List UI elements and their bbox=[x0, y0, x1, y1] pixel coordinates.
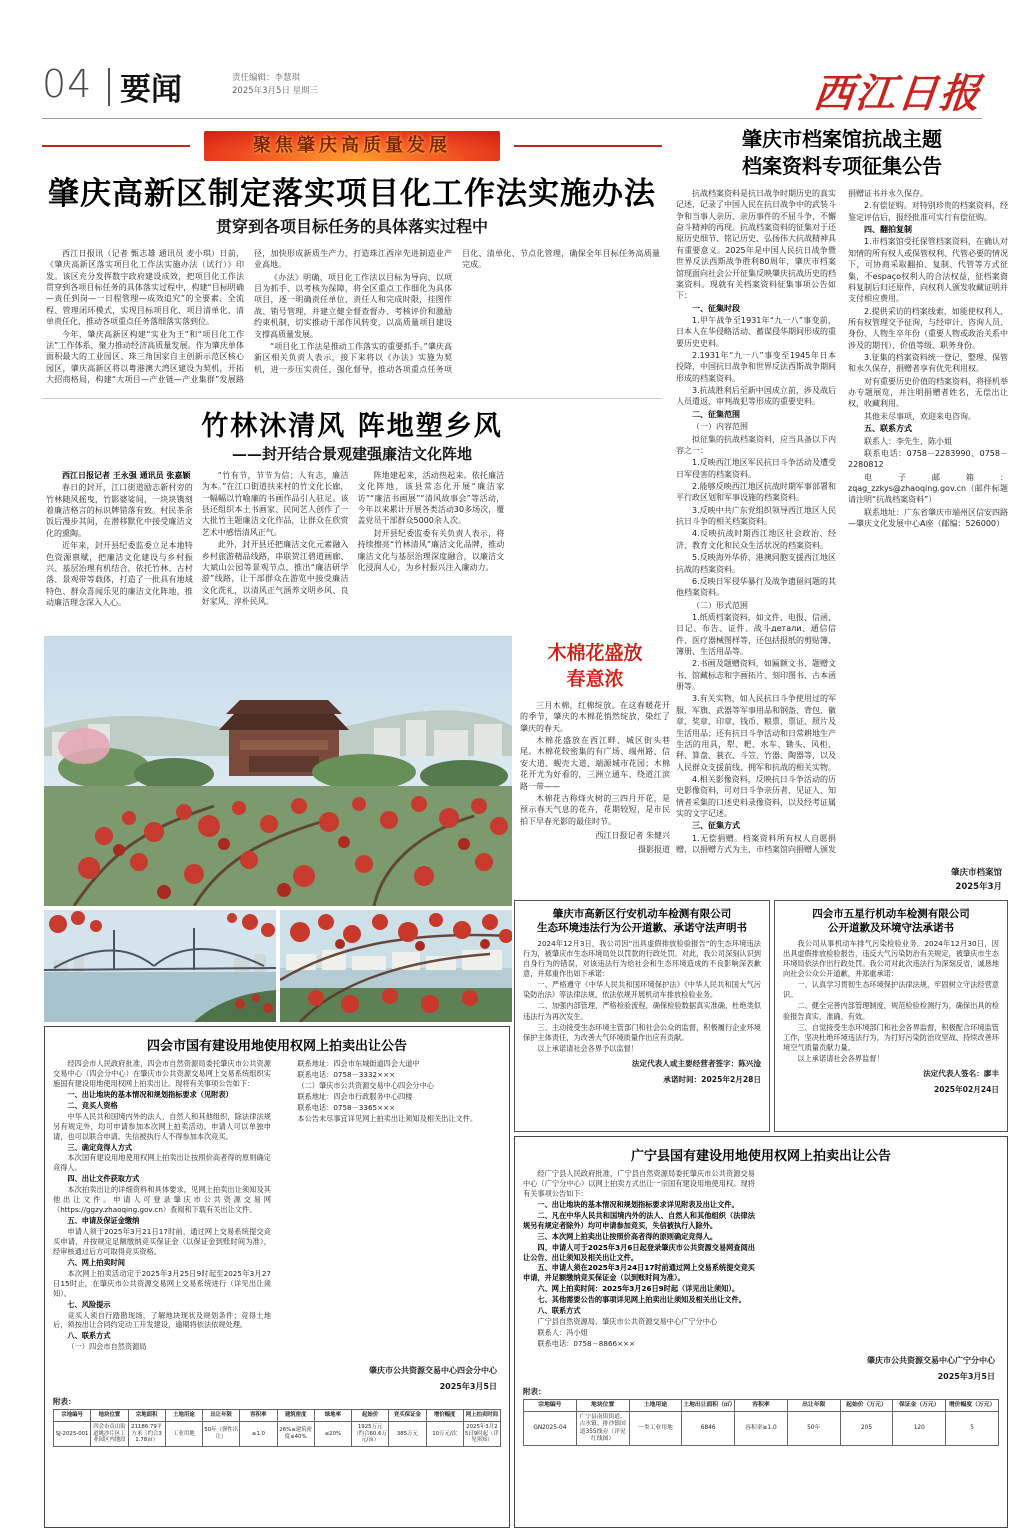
lead-banner: 聚焦肇庆高质量发展 bbox=[204, 131, 500, 161]
guangning-title: 广宁县国有建设用地使用权网上拍卖出让公告 bbox=[630, 1149, 891, 1164]
table-cell: 工业用地 bbox=[165, 1421, 202, 1446]
paragraph: 三、自觉接受生态环境部门和社会各界监督，积极配合环境监管工作，坚决杜绝环境违法行为，为打好污染防治攻坚战、持续改善环境空气质量贡献力量。 bbox=[783, 1022, 999, 1052]
table-header-cell: 宗地编号 bbox=[54, 1410, 91, 1422]
paragraph: 二、凡在中华人民共和国境内外的法人、自然人和其他组织（法律法规另有规定者除外）均可申请参加竞买，失信被执行人除外。 bbox=[523, 1210, 755, 1230]
archive-notice bbox=[676, 126, 1008, 892]
paragraph: （二）肇庆市公共资源交易中心四会分中心 bbox=[297, 1080, 434, 1090]
paragraph: “竹有节，节节为信；人有志，廉洁为本。”在江口街道扶来村的竹文化长廊，一幅幅以竹喻廉的书画作品引人驻足。该县还组织本土书画家、民间艺人创作了一大批竹主题廉洁文化作品，让群众在欣赏艺术中感悟清风正气。 bbox=[201, 471, 349, 537]
photo-kapok-waterfront bbox=[280, 910, 512, 1022]
lead-headline: 肇庆高新区制定落实项目化工作法实施办法 bbox=[48, 176, 656, 212]
table-header-cell: 容积率 bbox=[240, 1410, 277, 1422]
paragraph: 二、健全完善内部管理制度，规范检验检测行为，确保出具的检验报告真实、准确、有效。 bbox=[783, 1001, 999, 1021]
paragraph: 竞买人须自行踏勘现场，了解地块现状及规划条件；竞得土地后，须按出让合同约定动工开发建设，逾期将依法依规处理。 bbox=[53, 1310, 271, 1330]
paragraph: 五、申请及保证金缴纳 bbox=[67, 1216, 140, 1226]
paragraph: 一、认真学习贯彻生态环境保护法律法规，牢固树立守法经营意识。 bbox=[783, 980, 999, 1000]
paragraph: 广宁县自然资源局、肇庆市公共资源交易中心广宁分中心 bbox=[537, 1317, 718, 1327]
article-divider bbox=[42, 398, 662, 399]
paragraph: 2.1931年“九一八”事变至1945年日本投降，中国抗日战争和世界反法西斯战争期间形成的档案资料。 bbox=[676, 351, 836, 383]
paragraph: 春日的封开，江口街道励志新村旁的竹林随风摇曳，竹影婆娑间，一块块镌刻着廉洁格言的标识牌错落有致。村民茶余饭后漫步其间，在潜移默化中接受廉洁文化的熏陶。 bbox=[46, 483, 193, 538]
paragraph: 2.提供采访的档案线索，如能使权利人、所有权管理交予征询，与经审计、咨询人员、身份、人物生卒年份（重要人物或政治关系中涉及的期刊）、价值等级、职务身份。 bbox=[848, 306, 1008, 350]
paragraph: 本次拍卖出让的详细资料和具体要求，见网上拍卖出让须知及其他出让文件。申请人可登录肇庆市公共资源交易网（https://ggzy.zhaoqing.gov.cn）查阅和下载有关出让文件。 bbox=[53, 1185, 271, 1215]
guangning-date: 2025年3月5日 bbox=[937, 1372, 995, 1381]
table-cell: GN2025-04 bbox=[524, 1412, 577, 1446]
table-header-cell: 宗地编号 bbox=[524, 1400, 577, 1412]
table-cell: 385万元 bbox=[389, 1421, 426, 1446]
paragraph: 1.甲午战争至1931年“九一八”事变前，日本人在华侵略活动、蓄谋侵华期间形成的重要历史史料。 bbox=[676, 315, 836, 348]
paragraph: 经广宁县人民政府批准，广宁县自然资源局委托肇庆市公共资源交易中心（广宁分中心）以网上拍卖方式出让一宗国有建设用地使用权。现将有关事项公告如下： bbox=[523, 1169, 755, 1198]
table-header-cell: 起始价（万元） bbox=[840, 1400, 893, 1412]
archive-title-line1: 肇庆市档案馆抗战主题 bbox=[742, 127, 942, 151]
declaration2-sign: 法定代表人签名：廖丰 bbox=[923, 1068, 999, 1078]
paragraph: 今年，肇庆高新区构建“实业为王”和“项目化工作法”工作体系，聚力推动经济高质量发展。作为肇庆单体面积最大的工业园区、珠三角国家自主创新示范区核心园区，肇庆高新区将以粤港澳大湾区建设为契机，开拓大招商格局，构建“大项目—产业链—产业集群”发展路径，加快形成新质生产力，打造珠江西岸先进制造业产业高地。 bbox=[46, 249, 452, 384]
table-header-cell: 网上拍卖时间 bbox=[463, 1410, 500, 1422]
paragraph: 三、确定竞得人方式 bbox=[67, 1142, 133, 1152]
paragraph: 经四会市人民政府批准，四会市自然资源局委托肇庆市公共资源交易中心（四会分中心）在肇庆市公共资源交易网上交易系统组织实施国有建设用地使用权网上拍卖出让。现将有关事项公告如下： bbox=[53, 1059, 271, 1088]
table-header-cell: 容积率 bbox=[735, 1400, 788, 1412]
table-header-cell: 竞买保证金 bbox=[389, 1410, 426, 1422]
table-cell: 2025年3月25日9时起（详见须知） bbox=[463, 1421, 500, 1446]
paragraph: 西江日报记者 王永强 通讯员 张嘉颖 bbox=[62, 471, 191, 480]
paragraph: 六、网上拍卖时间：2025年3月26日9时起（详见出让须知）。 bbox=[537, 1284, 740, 1294]
paragraph: 二、竞买人资格 bbox=[67, 1100, 118, 1110]
paragraph: 四、申请人可于2025年3月6日起登录肇庆市公共资源交易网查阅出让公告、出让须知及相关出让文件。 bbox=[523, 1242, 755, 1262]
declaration2-title-line2: 公开道歉及环境守法承诺书 bbox=[828, 922, 954, 934]
paragraph: 2.有偿征购。对特别珍贵的档案资料，经鉴定评估后，报经批准可实行有偿征购。 bbox=[848, 201, 1008, 222]
paragraph: 此外，封开县还把廉洁文化元素融入乡村旅游精品线路，串联贺江碧道画廊、大斌山公园等景观节点，推出“廉洁研学游”线路，让干部群众在游览中接受廉洁文化洗礼，以清风正气涵养文明乡风、良好家风、淳朴民风。 bbox=[201, 540, 349, 606]
table-cell: 120 bbox=[893, 1412, 946, 1446]
table-cell: 6846 bbox=[682, 1412, 735, 1446]
paragraph: 联系地址：四会市行政服务中心四楼 bbox=[297, 1091, 413, 1101]
paragraph: 三、主动接受生态环境主管部门和社会公众的监督，积极履行企业环境保护主体责任，为改善大气环境质量作出应有贡献。 bbox=[523, 1022, 761, 1042]
paragraph: 四、翻拍复制 bbox=[864, 225, 912, 235]
declaration-wuxinghang bbox=[774, 900, 1008, 1132]
paragraph: 一、征集时段 bbox=[692, 303, 740, 313]
table-header-cell: 出让年限 bbox=[787, 1400, 840, 1412]
paragraph: 八、联系方式 bbox=[67, 1331, 111, 1341]
declaration2-body bbox=[783, 939, 999, 1064]
guangning-lot-table bbox=[523, 1399, 999, 1446]
table-cell: 1925万元（约合60.6万元/亩） bbox=[352, 1421, 389, 1446]
kapok-caption-text bbox=[520, 700, 670, 827]
paragraph: 联系电话：0758－3365××× bbox=[297, 1102, 396, 1112]
table-cell: SJ-2025-001 bbox=[54, 1421, 91, 1446]
declaration2-date: 2025年02月24日 bbox=[933, 1084, 999, 1094]
paragraph: 七、其他需要公告的事项详见网上拍卖出让须知及相关出让文件。 bbox=[537, 1295, 746, 1305]
paragraph: 一、严格遵守《中华人民共和国环境保护法》《中华人民共和国大气污染防治法》等法律法规，依法依规开展机动车排放检验业务。 bbox=[523, 980, 761, 1000]
kapok-title-line2: 春意浓 bbox=[566, 668, 624, 690]
kapok-title bbox=[520, 640, 670, 692]
paragraph: 联系地址：四会市东城街道四会大道中 bbox=[297, 1059, 420, 1068]
sihui-table-header-row bbox=[54, 1410, 501, 1422]
paragraph: 1.反映西江地区军民抗日斗争活动及遭受日军侵害的档案资料。 bbox=[676, 458, 836, 479]
paragraph: 3.抗战胜利后至新中国成立前，涉及战后人员遣返、审判战犯等形成的重要史料。 bbox=[676, 386, 836, 407]
paragraph: 近年来，封开县纪委监委立足本地特色资源禀赋，把廉洁文化建设与乡村振兴、基层治理有机结合，依托竹林、古村落、景观带等载体，打造了一批具有地域特色、群众喜闻乐见的廉洁文化阵地，推动廉洁理念深入人心。 bbox=[46, 541, 193, 607]
guangning-table-data-row bbox=[524, 1412, 999, 1446]
declaration1-body bbox=[523, 939, 761, 1054]
guangning-annex-label: 附表： bbox=[523, 1387, 546, 1396]
paragraph: 联系人：冯小姐 bbox=[537, 1328, 588, 1338]
sihui-signer: 肇庆市公共资源交易中心四会分中心 bbox=[369, 1366, 497, 1375]
paragraph: 联系电话：0758－3332××× bbox=[297, 1069, 396, 1079]
paragraph: 1.无偿捐赠。档案资料所有权人自愿捐赠，以捐赠方式为主，市档案馆向捐赠人颁发捐赠证书并永久保存。 bbox=[676, 189, 928, 855]
table-cell: 21186.79平方米（约合31.78亩） bbox=[128, 1421, 165, 1446]
declaration-xingan bbox=[514, 900, 770, 1132]
table-header-cell: 保证金（万元） bbox=[893, 1400, 946, 1412]
table-header-cell: 增价幅度（万元） bbox=[946, 1400, 999, 1412]
declaration1-date: 承诺时间：2025年2月28日 bbox=[663, 1074, 761, 1084]
photo-bridge-art bbox=[44, 910, 276, 1022]
masthead-logo: 西江日报 bbox=[811, 70, 985, 117]
bamboo-subtitle: ——封开结合景观建强廉洁文化阵地 bbox=[231, 445, 472, 463]
table-cell: 容积率≥1.0 bbox=[735, 1412, 788, 1446]
page-header bbox=[42, 62, 985, 117]
paragraph: 四、出让文件获取方式 bbox=[67, 1174, 140, 1184]
declaration1-title bbox=[523, 907, 761, 935]
paragraph: 2.能够反映西江地区抗战时期军事部署和平行政区划和军事设施的档案资料。 bbox=[676, 481, 836, 503]
header-divider bbox=[108, 68, 110, 106]
paragraph: 3.征集的档案资料统一登记、整理、保管和永久保存，捐赠者享有优先利用权。 bbox=[848, 353, 1008, 374]
declaration1-title-line1: 肇庆市高新区行安机动车检测有限公司 bbox=[552, 908, 732, 920]
auction-notice-sihui bbox=[44, 1026, 510, 1528]
editor-line: 责任编辑：李慧琪 bbox=[232, 73, 301, 83]
paragraph: 本公告未尽事宜详见网上拍卖出让须知及相关出让文件。 bbox=[297, 1113, 478, 1123]
paragraph: 三、本次网上拍卖出让按照价高者得的原则确定竞得人。 bbox=[537, 1231, 718, 1241]
table-cell: 5 bbox=[946, 1412, 999, 1446]
paragraph: 对有重要历史价值的档案资料，将择机举办专题展览，并注明捐赠者姓名，无偿出让权，收藏利用。 bbox=[848, 376, 1008, 409]
paragraph: 中华人民共和国境内外的法人、自然人和其他组织，除法律法规另有规定外，均可申请参加本次网上拍卖活动。申请人可以单独申请，也可以联合申请。失信被执行人不得参加本次竞买。 bbox=[53, 1111, 271, 1141]
paragraph: 电子邮箱：zqag_zzkys@zhaoqing.gov.cn（邮件标题请注明“抗战档案资料”） bbox=[848, 472, 1008, 505]
lead-body bbox=[46, 248, 660, 394]
declaration2-title-line1: 四会市五星行机动车检测有限公司 bbox=[812, 908, 970, 920]
photo-kapok-city bbox=[44, 636, 512, 906]
paragraph: 阵地建起来，活动热起来。依托廉洁文化阵地，该县常态化开展“廉洁家访”“廉洁书画展”“清风故事会”等活动，今年以来累计开展各类活动30多场次，覆盖党员干部群众5000余人次。 bbox=[357, 471, 505, 526]
table-header-cell: 绿地率 bbox=[314, 1410, 351, 1422]
sihui-title: 四会市国有建设用地使用权网上拍卖出让公告 bbox=[146, 1039, 407, 1054]
paragraph: 封开县纪委监委有关负责人表示，将持续擦亮“竹林清风”廉洁文化品牌，推动廉洁文化与基层治理深度融合，以廉洁文化浸润人心，为乡村振兴注入廉动力。 bbox=[357, 528, 505, 572]
paragraph: 抗战档案资料是抗日战争时期历史的真实记述，记录了中国人民在抗日战争中的武装斗争和当事人亲历、亲历事件的不屈斗争、不懈奋斗精神的再现。抗战档案资料的征集对于还原历史细节、铭记历史、弘扬伟大抗战精神具有重要意义。2025年是中国人民抗日战争暨世界反法西斯战争胜利80周年，肇庆市档案馆现面向社会公开征集反映肇庆抗战历史的档案资料。现就有关档案资料征集事项公告如下： bbox=[676, 189, 836, 301]
paragraph: 2024年12月3日，我公司因“出具虚假排放检验报告”的生态环境违法行为，被肇庆市生态环境局处以罚款的行政处罚。对此，我公司深刻认识到自身行为的错误，对该违法行为给社会和生态环境造成的不良影响深表歉意，并郑重作出如下承诺： bbox=[523, 939, 761, 979]
guangning-table-header-row bbox=[524, 1400, 999, 1412]
paragraph: 申请人须于2025年3月21日17时前，通过网上交易系统提交竞买申请，并按规定足额缴纳竞买保证金（以保证金到账时间为准），经审核通过后方可取得竞买资格。 bbox=[53, 1227, 271, 1256]
kapok-credit-line1: 西江日报记者 朱健兴 bbox=[595, 830, 670, 840]
paragraph: 1.市档案馆受托保管档案资料，在确认对知情的所有权人或保管权利、代管必要的情况下，可协商采取翻拍、复制、代管等方式征集，不espaço权利人的合法权益，征档案資料复制后归还原件，向权利人颁发收藏证明并支付相应费用。 bbox=[848, 237, 1008, 304]
paragraph: 二、加强内部管理，严格检验流程，确保检验数据真实准确，杜绝类似违法行为再次发生。 bbox=[523, 1001, 761, 1021]
kapok-credit-line2: 摄影报道 bbox=[638, 844, 670, 854]
paragraph: 5.反映海外华侨、港澳同胞支援西江地区抗战的档案资料。 bbox=[676, 553, 836, 574]
table-cell: ≥1.0 bbox=[240, 1421, 277, 1446]
table-header-cell: 建筑密度 bbox=[277, 1410, 314, 1422]
archive-notice-date: 2025年3月 bbox=[955, 882, 1002, 892]
paragraph: （一）四会市自然资源局 bbox=[67, 1342, 147, 1352]
sihui-annex-label: 附表： bbox=[53, 1397, 76, 1406]
table-header-cell: 增价幅度 bbox=[426, 1410, 463, 1422]
paragraph: 西江日报讯（记者 甄志雄 通讯员 麦小琪）日前，《肇庆高新区落实项目化工作法实施办法（试行）》印发。该区充分发挥数字政府建设成效，把项目化工作法贯穿到各项目标任务的具体落实过程中，构建“目标明确—责任到岗—一日程管理—成效追究”的全要素、全流程、管理闭环模式，实现目标项目化、项目清单化、清单责任化，推动各项重点任务落细落实落到位。 bbox=[46, 249, 244, 327]
paragraph: 一、出让地块的基本情况和规划指标要求（见附表） bbox=[67, 1089, 233, 1099]
table-header-cell: 出让年限 bbox=[203, 1410, 240, 1422]
sihui-lot-table bbox=[53, 1409, 501, 1447]
paragraph: 其他未尽事项，欢迎来电咨询。 bbox=[864, 411, 976, 421]
table-header-cell: 地块位置 bbox=[91, 1410, 128, 1422]
paragraph: 以上承诺请社会各界予以监督！ bbox=[537, 1043, 639, 1053]
paragraph: 联系地址：广东省肇庆市端州区信安四路—肇庆文化发展中心A座（邮编：526000） bbox=[848, 507, 1008, 529]
paragraph: 4.反映抗战时期西江地区社会政治、经济、教育文化和民众生活状况的档案资料。 bbox=[676, 529, 836, 550]
sihui-table-data-row bbox=[54, 1421, 501, 1446]
table-cell: 50年（弹性出让） bbox=[203, 1421, 240, 1446]
photo-waterfront-art bbox=[280, 910, 512, 1022]
paragraph: 木棉花古称烽火树的三四月开花，是预示春天气息的花卉，花期较短，是市民拍下早春光影的最佳时节。 bbox=[520, 793, 670, 826]
paragraph: 三月木棉，红棉绽放。在这春暖花开的季节，肇庆的木棉花悄然绽放，染红了肇庆的春天。 bbox=[520, 701, 670, 733]
table-cell: 50年 bbox=[787, 1412, 840, 1446]
table-cell: 26%≤建筑密度≤40% bbox=[277, 1421, 314, 1446]
table-header-cell: 土地用途 bbox=[629, 1400, 682, 1412]
paragraph: 三、征集方式 bbox=[692, 821, 740, 831]
photo-bridge-river bbox=[44, 910, 276, 1022]
paragraph: （一）内容范围 bbox=[692, 422, 748, 432]
lead-banner-row bbox=[42, 131, 662, 161]
photo-kapok-city-art bbox=[44, 636, 512, 906]
declaration2-title bbox=[783, 907, 999, 935]
paragraph: 拟征集的抗战档案资料，应当具备以下内容之一： bbox=[676, 434, 836, 455]
table-cell: ≤20% bbox=[314, 1421, 351, 1446]
banner-line-right bbox=[514, 145, 662, 147]
table-header-cell: 土地出让面积（㎡） bbox=[682, 1400, 735, 1412]
paragraph: 七、风险提示 bbox=[67, 1299, 111, 1309]
lead-subhead: 贯穿到各项目标任务的具体落实过程中 bbox=[215, 217, 488, 236]
paragraph: 联系人：李先生、陈小姐 bbox=[864, 436, 952, 446]
paragraph: 3.反映中共广东党组织领导西江地区人民抗日斗争的相关档案资料。 bbox=[676, 505, 836, 527]
sihui-date: 2025年3月5日 bbox=[439, 1382, 497, 1391]
declaration1-sign: 法定代表人或主要经营者签字：陈兴淦 bbox=[631, 1058, 761, 1068]
paragraph: 以上承诺请社会各界监督！ bbox=[797, 1053, 884, 1063]
paragraph: 联系电话：0758－2283990、0758－2280812 bbox=[848, 448, 1008, 470]
paragraph: “项目化工作法是推动工作落实的重要抓手。”肇庆高新区相关负责人表示，接下来将以《办法》实施为契机，进一步压实责任、强化督导，推动各项重点任务项目化、清单化、节点化管理，确保全年目标任务高质量完成。 bbox=[254, 249, 660, 374]
paragraph: 一、出让地块的基本情况和规划指标要求详见附表及出让文件。 bbox=[537, 1199, 739, 1209]
bamboo-body bbox=[46, 470, 660, 628]
paragraph: 4.相关影像资料，反映抗日斗争活动的历史影像资料，可对日斗争亲历者、见证人、知情者采集的口述史料录像资料，以及经考证属实的文字记述。 bbox=[676, 774, 836, 819]
table-cell: 一类工业用地 bbox=[629, 1412, 682, 1446]
paragraph: 《办法》明确，项目化工作法以目标为导向、以项目为抓手、以考核为保障，将全区重点工作细化为具体项目，逐一明确责任单位、责任人和完成时限，挂图作战、销号管理，并建立健全督查督办、考核评价和激励约束机制，切实推动干部作风转变，以高质量项目建设支撑高质量发展。 bbox=[254, 272, 452, 339]
banner-line-left bbox=[42, 145, 190, 147]
header-rule bbox=[42, 118, 982, 119]
paragraph: 二、征集范围 bbox=[692, 409, 740, 419]
table-cell: 广宁县南街街道、古水镇、排沙镇国道355线旁（详见红线图） bbox=[576, 1412, 629, 1446]
guangning-body bbox=[523, 1169, 999, 1351]
auction-notice-guangning bbox=[514, 1136, 1008, 1528]
archive-notice-signer: 肇庆市档案馆 bbox=[950, 868, 1002, 878]
archive-title-line2: 档案资料专项征集公告 bbox=[742, 154, 942, 178]
paragraph: 八、联系方式 bbox=[537, 1306, 581, 1316]
paragraph: 木棉花盛放在西江畔、城区街头巷尾。木棉花较密集的有广场、端州路、信安大道、蚬壳大道、端源城市花园；木棉花开尤为好看的，三洲立通车、绕道江滨路一带—— bbox=[520, 736, 670, 791]
archive-notice-body bbox=[676, 188, 1008, 864]
bamboo-title: 竹林沐清风 阵地塑乡风 bbox=[201, 411, 503, 442]
table-header-cell: 宗地面积 bbox=[128, 1410, 165, 1422]
paragraph: 1.纸质档案资料，如文件、电报、信函、日记、布告、证件、战斗детали、通信信件、医疗器械图样等，还包括报纸的剪贴簿、簿册、生活用品等。 bbox=[676, 612, 836, 657]
page-number: 04 bbox=[42, 62, 93, 106]
paragraph: 我公司从事机动车排气污染检验业务。2024年12月30日，因出具虚假排放检验报告，违反大气污染防治有关规定，被肇庆市生态环境局依法作出行政处罚。我公司对此次违法行为深刻反省，诚恳地向社会公众公开道歉，并郑重承诺： bbox=[783, 939, 999, 979]
table-header-cell: 土地用途 bbox=[165, 1410, 202, 1422]
paragraph: 联系电话：0758－8866××× bbox=[537, 1339, 636, 1348]
paragraph: （二）形式范围 bbox=[692, 600, 748, 610]
table-cell: 四会市贞山街道姚沙片区工业园区内地段 bbox=[91, 1421, 128, 1446]
paragraph: 2.书画及题赠资料，如匾额文书、题赠文书、馆藏标志和字画拓片、刻印图书、古本函册等。 bbox=[676, 659, 836, 692]
declaration1-title-line2: 生态环境违法行为公开道歉、承诺守法声明书 bbox=[537, 922, 747, 934]
paragraph: 6.反映日军侵华暴行及战争遗留问题的其他档案资料。 bbox=[676, 576, 836, 598]
paragraph: 五、申请人须在2025年3月24日17时前通过网上交易系统提交竞买申请，并足额缴纳竞买保证金（以到账时间为准）。 bbox=[523, 1263, 755, 1283]
paragraph: 五、联系方式 bbox=[864, 424, 912, 434]
archive-notice-title bbox=[676, 126, 1008, 180]
guangning-signer: 肇庆市公共资源交易中心广宁分中心 bbox=[867, 1356, 995, 1365]
paragraph: 3.有关实物，如人民抗日斗争使用过的军服、军旗、武器等军事用品和钢盔、背包、徽章、奖章、印章、钱币、粮票、票证、照片及生活用品；还有抗日斗争活动和日常耕地生产生活的用具，犁、耙、水车、锄头、风柜、秤、算盘、蓑衣、斗笠、竹器、陶器等，以及人民群众支援前线、拥军和抗战的相关实物。 bbox=[676, 694, 836, 772]
table-cell: 205 bbox=[840, 1412, 893, 1446]
edition-info bbox=[232, 72, 318, 98]
table-header-cell: 起始价 bbox=[352, 1410, 389, 1422]
paragraph: 六、网上拍卖时间 bbox=[67, 1257, 125, 1267]
table-header-cell: 地块位置 bbox=[576, 1400, 629, 1412]
sihui-body bbox=[53, 1059, 501, 1361]
kapok-title-line1: 木棉花盛放 bbox=[547, 642, 643, 664]
date-line: 2025年3月5日 星期三 bbox=[232, 86, 319, 96]
kapok-caption-block bbox=[520, 640, 670, 906]
paragraph: 本次网上拍卖活动定于2025年3月25日9时起至2025年3月27日15时止，在肇庆市公共资源交易网上交易系统进行（详见出让须知）。 bbox=[53, 1268, 271, 1298]
section-title: 要闻 bbox=[120, 72, 182, 108]
table-cell: 10万元/次 bbox=[426, 1421, 463, 1446]
paragraph: 本次国有建设用地使用权网上拍卖出让按照价高者得的原则确定竞得人。 bbox=[53, 1153, 271, 1173]
